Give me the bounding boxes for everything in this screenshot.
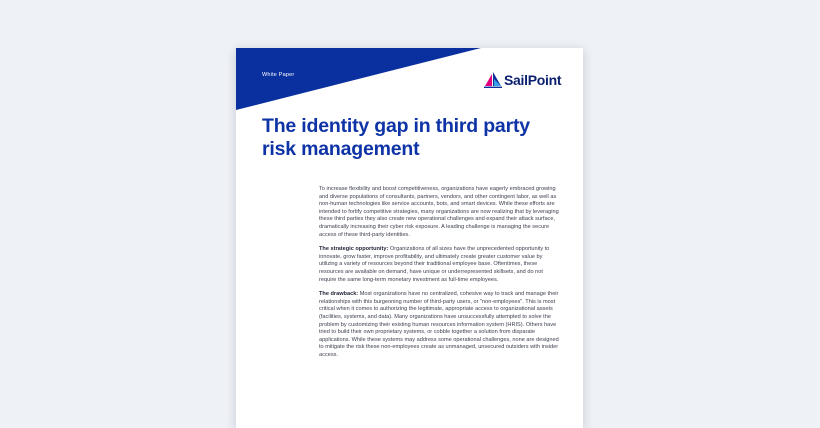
opportunity-paragraph: [319, 246, 559, 284]
brand-name: SailPoint: [504, 72, 562, 88]
intro-paragraph: [319, 186, 559, 239]
intro-paragraph-text: To increase flexibility and boost competitiveness, organizations have eagerly embraced growing and diverse populations of consultants, partners, vendors, and other contingent labor, as well as non-human technologies like service accounts, bots, and smart devices. While these efforts are intended to fortify competitive strategies, many organizations are now realizing that by leveraging these third parties they also create new operational challenges and expand their attack surface, dramatically increasing their cyber risk exposure. A leading challenge is managing the secure access of these third-party identities.: [319, 186, 559, 238]
drawback-paragraph-text: Most organizations have no centralized, cohesive way to track and manage their relationships with this burgeoning number of third-party users, or "non-employees". This is most critical when it comes to authorizing the legitimate, appropriate access to organizational assets (facilities, systems, and data). Many organizations have unsuccessfully attempted to solve the problem by customizing their existing human resources information system (HRIS). Others have tried to build their own proprietary systems, or cobble together a solution from disparate applications. While these systems may address some operational challenges, none are designed to mitigate the risk these non-employees create as unmanaged, unsecured outsiders with insider access.: [319, 291, 559, 358]
sailpoint-logo: [484, 72, 561, 88]
drawback-paragraph: [319, 291, 559, 359]
white-paper-page: [236, 48, 583, 428]
document-type-label: White Paper: [262, 72, 295, 78]
sailpoint-logo-icon: [484, 72, 502, 88]
document-title: The identity gap in third party risk management: [262, 115, 530, 160]
document-body: [319, 186, 559, 366]
opportunity-heading: The strategic opportunity:: [319, 246, 389, 253]
drawback-heading: The drawback:: [319, 291, 359, 298]
opportunity-paragraph-text: Organizations of all sizes have the unprecedented opportunity to innovate, grow faster, improve profitability, and ultimately create greater customer value by utilizing a variety of resources beyond their traditional employee base. Oftentimes, these resources are available on demand, have unique or underrepresented skillsets, and do not require the same long-term monetary investment as full-time employees.: [319, 246, 550, 283]
